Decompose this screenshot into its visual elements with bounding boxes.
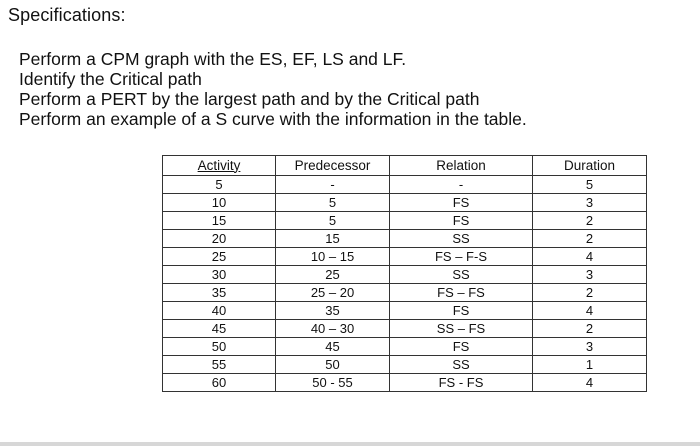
header-activity: Activity	[163, 156, 276, 176]
table-row	[163, 194, 647, 212]
cell-predecessor: 5	[276, 212, 390, 230]
cell-activity: 20	[163, 230, 276, 248]
cell-predecessor: 25	[276, 266, 390, 284]
cell-relation: FS	[390, 338, 533, 356]
cell-relation: FS	[390, 212, 533, 230]
cell-duration: 3	[533, 194, 647, 212]
cell-activity: 25	[163, 248, 276, 266]
cell-relation: SS	[390, 230, 533, 248]
specifications-heading: Specifications:	[8, 5, 126, 25]
cell-predecessor: 50	[276, 356, 390, 374]
cell-activity: 5	[163, 176, 276, 194]
activity-table	[162, 155, 647, 392]
cell-activity: 40	[163, 302, 276, 320]
instruction-pert: Perform a PERT by the largest path and by the Critical path	[19, 89, 480, 109]
table-row	[163, 230, 647, 248]
cell-duration: 2	[533, 212, 647, 230]
cell-relation: SS	[390, 266, 533, 284]
cell-duration: 2	[533, 284, 647, 302]
cell-activity: 35	[163, 284, 276, 302]
cell-duration: 4	[533, 302, 647, 320]
cell-predecessor: 5	[276, 194, 390, 212]
instruction-critical-path: Identify the Critical path	[19, 69, 202, 89]
instruction-s-curve: Perform an example of a S curve with the information in the table.	[19, 109, 527, 129]
instructions-list	[19, 49, 527, 129]
cell-activity: 60	[163, 374, 276, 392]
cell-duration: 2	[533, 230, 647, 248]
cell-relation: -	[390, 176, 533, 194]
cell-duration: 4	[533, 374, 647, 392]
header-predecessor: Predecessor	[276, 156, 390, 176]
cell-duration: 2	[533, 320, 647, 338]
table-row	[163, 320, 647, 338]
table-row	[163, 374, 647, 392]
table-header-row	[163, 156, 647, 176]
cell-relation: FS - FS	[390, 374, 533, 392]
cell-duration: 1	[533, 356, 647, 374]
cell-relation: SS – FS	[390, 320, 533, 338]
cell-activity: 45	[163, 320, 276, 338]
cell-activity: 15	[163, 212, 276, 230]
table-row	[163, 338, 647, 356]
table-row	[163, 248, 647, 266]
table-row	[163, 284, 647, 302]
cell-predecessor: 25 – 20	[276, 284, 390, 302]
table-row	[163, 302, 647, 320]
header-duration: Duration	[533, 156, 647, 176]
cell-activity: 55	[163, 356, 276, 374]
cell-predecessor: 50 - 55	[276, 374, 390, 392]
table-row	[163, 356, 647, 374]
cell-activity: 30	[163, 266, 276, 284]
cell-predecessor: 35	[276, 302, 390, 320]
table-row	[163, 176, 647, 194]
cell-relation: FS	[390, 194, 533, 212]
cell-predecessor: 40 – 30	[276, 320, 390, 338]
cell-activity: 50	[163, 338, 276, 356]
table-row	[163, 266, 647, 284]
table-row	[163, 212, 647, 230]
table-body	[163, 176, 647, 392]
cell-predecessor: -	[276, 176, 390, 194]
cell-relation: SS	[390, 356, 533, 374]
instruction-cpm: Perform a CPM graph with the ES, EF, LS and LF.	[19, 49, 407, 69]
cell-duration: 4	[533, 248, 647, 266]
cell-relation: FS – FS	[390, 284, 533, 302]
cell-predecessor: 45	[276, 338, 390, 356]
bottom-divider	[0, 442, 700, 446]
cell-relation: FS – F-S	[390, 248, 533, 266]
cell-relation: FS	[390, 302, 533, 320]
cell-duration: 3	[533, 266, 647, 284]
cell-predecessor: 15	[276, 230, 390, 248]
cell-predecessor: 10 – 15	[276, 248, 390, 266]
cell-duration: 3	[533, 338, 647, 356]
cell-activity: 10	[163, 194, 276, 212]
cell-duration: 5	[533, 176, 647, 194]
header-relation: Relation	[390, 156, 533, 176]
